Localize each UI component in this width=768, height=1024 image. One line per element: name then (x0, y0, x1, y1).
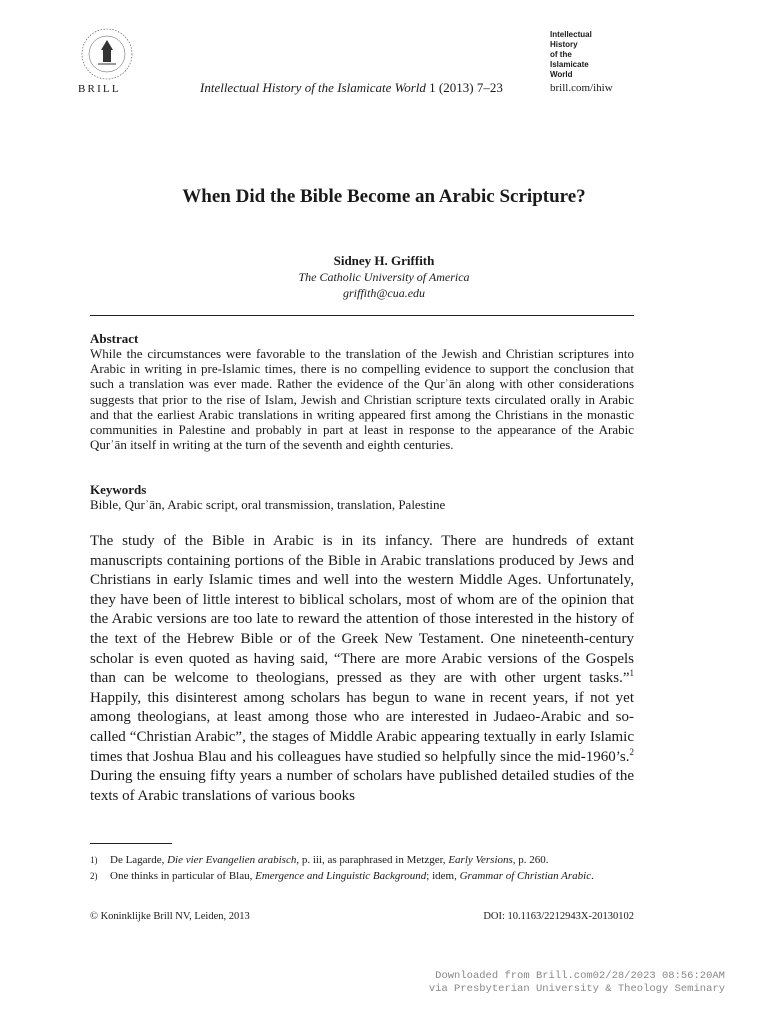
wordmark-line: History (550, 40, 578, 49)
wordmark-line: Intellectual (550, 30, 592, 39)
download-watermark (0, 970, 725, 996)
journal-site-link[interactable]: brill.com/ihiw (550, 82, 613, 94)
author-email[interactable]: griffith@cua.edu (342, 286, 426, 300)
author-name: Sidney H. Griffith (333, 253, 435, 268)
wordmark-line: Islamicate (550, 60, 589, 69)
wordmark-line: of the (550, 50, 572, 59)
body-text-segment: During the ensuing fifty years a number of scholars have published detailed studies of the texts of Arabic translations of various books (90, 768, 634, 804)
footnote-1 (90, 853, 634, 868)
footnote-ref-2[interactable]: 2 (629, 746, 634, 757)
journal-wordmark (550, 30, 592, 80)
footnote-text: De Lagarde, (110, 854, 168, 866)
wordmark-line: World (550, 70, 573, 79)
footnote-text-italic: Die vier Evangelien arabisch (167, 854, 297, 866)
keywords-heading: Keywords (90, 482, 147, 497)
header-divider (90, 315, 634, 316)
journal-citation (200, 80, 503, 96)
copyright-notice: © Koninklijke Brill NV, Leiden, 2013 (90, 911, 250, 922)
body-text-segment: Happily, this disinterest among scholars has begun to wane in recent years, if not yet among theologians, at least among those who are interested in Judaeo-Arabic and so-called “Christian Arabic”, the stages of Middle Arabic appearing textually in early Islamic times that Joshua Blau and his colleagues have studied so helpfully since the mid-1960’s. (90, 689, 634, 765)
footnote-text-italic: Emergence and Linguistic Background (255, 870, 427, 882)
footnote-number: 2) (90, 871, 98, 881)
brill-seal-logo (74, 26, 140, 87)
footnote-number: 1) (90, 855, 98, 865)
footnote-text: One thinks in particular of Blau, (110, 870, 256, 882)
footnote-text: , p. 260. (512, 854, 549, 866)
doi-link[interactable]: DOI: 10.1163/2212943X-20130102 (483, 911, 634, 922)
abstract-text: While the circumstances were favorable to the translation of the Jewish and Christian scriptures into Arabic in writing in pre-Islamic times, there is no compelling evidence to support the conclusion that such a translation was ever made. Rather the evidence of the Qurʾān along with other considerations suggests that prior to the rise of Islam, Jewish and Christian scripture texts circulated orally in Arabic and that the earliest Arabic translations in writing appeared first among the Christians in the monastic communities in Palestine and probably in part at least in response to the appearance of the Arabic Qurʾān itself in writing at the turn of the seventh and eighth centuries. (90, 346, 634, 453)
body-paragraph (90, 532, 634, 806)
download-line: Downloaded from Brill.com02/28/2023 08:56:20AM (435, 970, 725, 982)
footnote-divider (90, 843, 172, 844)
footnote-text: ; idem, (426, 870, 460, 882)
footnote-text: . (591, 870, 594, 882)
article-title: When Did the Bible Become an Arabic Scripture? (182, 186, 586, 207)
download-line: via Presbyterian University & Theology Seminary (428, 983, 725, 995)
footnote-text-italic: Grammar of Christian Arabic (459, 870, 592, 882)
journal-title: Intellectual History of the Islamicate World (200, 80, 426, 95)
publisher-name: BRILL (78, 83, 121, 95)
journal-volume: 1 (2013) 7–23 (425, 80, 503, 95)
footnote-text: , p. iii, as paraphrased in Metzger, (296, 854, 449, 866)
footnote-text-italic: Early Versions (448, 854, 513, 866)
footnote-2 (90, 869, 634, 884)
keywords-text: Bible, Qurʾān, Arabic script, oral transmission, translation, Palestine (90, 497, 446, 512)
footnote-ref-1[interactable]: 1 (629, 668, 634, 679)
body-text-segment: The study of the Bible in Arabic is in its infancy. There are hundreds of extant manuscripts containing portions of the Bible in Arabic translations produced by Jews and Christians in early Islamic times and well into the western Middle Ages. Unfortunately, they have been of little interest to biblical scholars, most of whom are of the opinion that the Arabic versions are too late to reward the attention of those interested in the history of the text of the Hebrew Bible or of the Greek New Testament. One nineteenth-century scholar is even quoted as having said, “There are more Arabic versions of the Gospels than can be welcome to theologians, pressed as they are with other urgent tasks.” (90, 533, 634, 687)
author-affiliation: The Catholic University of America (298, 270, 470, 284)
abstract-heading: Abstract (90, 331, 139, 346)
